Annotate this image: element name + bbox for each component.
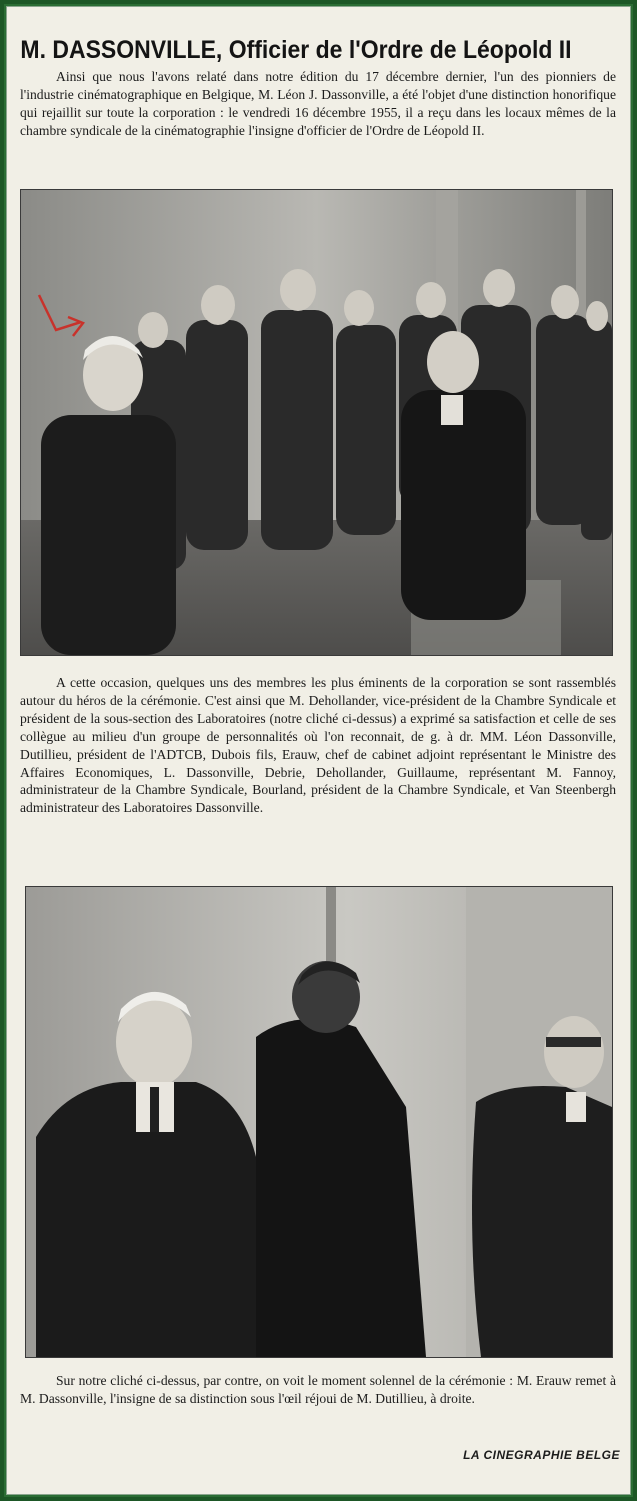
caption-ceremony-photo: Sur notre cliché ci-dessus, par contre, on voit le moment solennel de la cérémonie : M. Erauw remet à M. Dassonville, l'insigne de sa distinction sous l'œil réjoui de M. Dutillieu, à droite. — [20, 1373, 616, 1406]
group-photo-image — [21, 190, 612, 655]
publication-credit: LA CINEGRAPHIE BELGE — [463, 1448, 620, 1462]
ceremony-photo-image — [26, 887, 612, 1357]
newspaper-page — [6, 6, 631, 1495]
intro-paragraph: Ainsi que nous l'avons relaté dans notre édition du 17 décembre dernier, l'un des pionniers de l'industrie cinématographique en Belgique, M. Léon J. Dassonville, a été l'objet d'une distinction honorifique qui rejaillit sur toute la corporation : le vendredi 16 décembre 1955, il a reçu dans les locaux mêmes de la chambre syndicale de la cinématographie l'insigne d'officier de l'Ordre de Léopold II. — [20, 69, 616, 138]
article-headline: M. DASSONVILLE, Officier de l'Ordre de Léopold II — [20, 36, 572, 64]
ceremony-photo — [25, 886, 613, 1358]
group-photo — [20, 189, 613, 656]
caption-group-photo: A cette occasion, quelques uns des membres les plus éminents de la corporation se sont rassemblés autour du héros de la cérémonie. C'est ainsi que M. Dehollander, vice-président de la Chambre Syndicale et président de la sous-section des Laboratoires (notre cliché ci-dessus) a exprimé sa satisfaction et celle de ses collègue au milieu d'un groupe de personnalités où l'on reconnait, de g. à dr. MM. Léon Dassonville, Dutillieu, président de l'ADTCB, Dubois fils, Erauw, chef de cabinet adjoint représentant le Ministre des Affaires Economiques, L. Dassonville, Debrie, Dehollander, Guillaume, représentant M. Fannoy, administrateur de la Chambre Syndicale, Bourland, président de la Chambre Syndicale, et Van Steenbergh administrateur des Laboratoires Dassonville. — [20, 675, 616, 816]
